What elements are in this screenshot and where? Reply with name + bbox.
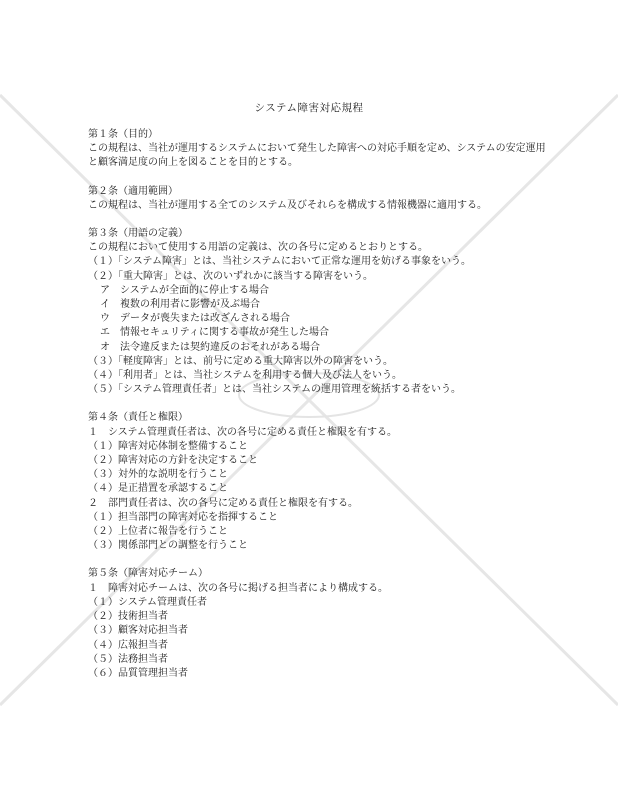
- list-item: （３）対外的な説明を行うこと: [88, 469, 228, 481]
- list-item: （４）広報担当者: [88, 639, 168, 651]
- definition-item: （３）「軽度障害」とは、前号に定める重大障害以外の障害をいう。: [88, 355, 393, 367]
- definition-subitem: オ 法令違反または契約違反のおそれがある場合: [100, 341, 320, 353]
- list-item: （２）技術担当者: [88, 611, 168, 623]
- definition-subitem: イ 複数の利用者に影響が及ぶ場合: [100, 299, 260, 311]
- definition-item: （５）「システム管理責任者」とは、当社システムの運用管理を統括する者をいう。: [88, 384, 461, 396]
- document-title: システム障害対応規程: [254, 102, 364, 114]
- article-2: [88, 185, 548, 213]
- definition-subitem: ア システムが全面的に停止する場合: [100, 284, 269, 296]
- article-text: この規程は、当社が運用する全てのシステム及びそれらを構成する情報機器に適用する。: [88, 199, 487, 211]
- article-heading: 第２条（適用範囲）: [88, 185, 178, 197]
- article-paragraph: １ システム管理責任者は、次の各号に定める責任と権限を有する。: [88, 426, 397, 438]
- article-text: この規程は、当社が運用するシステムにおいて発生した障害への対応手順を定め、システムの安定運用と顧客満足度の向上を図ることを目的とする。: [88, 143, 546, 169]
- article-5: [88, 567, 548, 681]
- definition-item: （４）「利用者」とは、当社システムを利用する個人及び法人をいう。: [88, 370, 402, 382]
- document-body: [88, 128, 548, 695]
- article-heading: 第４条（責任と権限）: [88, 412, 188, 424]
- article-paragraph: ２ 部門責任者は、次の各号に定める責任と権限を有する。: [88, 497, 358, 509]
- list-item: （３）顧客対応担当者: [88, 625, 188, 637]
- article-heading: 第３条（用語の定義）: [88, 228, 188, 240]
- definition-subitem: ウ データが喪失または改ざんされる場合: [100, 313, 290, 325]
- article-paragraph: １ 障害対応チームは、次の各号に掲げる担当者により構成する。: [88, 582, 388, 594]
- definition-item: （１）「システム障害」とは、当社システムにおいて正常な運用を妨げる事象をいう。: [88, 256, 471, 268]
- article-text: この規程において使用する用語の定義は、次の各号に定めるとおりとする。: [88, 242, 428, 254]
- article-heading: 第１条（目的）: [88, 129, 158, 140]
- article-1: [88, 128, 548, 171]
- definition-subitem: エ 情報セキュリティに関する事故が発生した場合: [100, 327, 329, 339]
- definition-item: （２）「重大障害」とは、次のいずれかに該当する障害をいう。: [88, 270, 373, 282]
- article-4: [88, 411, 548, 553]
- list-item: （１）障害対応体制を整備すること: [88, 440, 248, 452]
- list-item: （６）品質管理担当者: [88, 667, 188, 679]
- list-item: （４）是正措置を承認すること: [88, 483, 228, 495]
- list-item: （３）関係部門との調整を行うこと: [88, 540, 248, 552]
- list-item: （５）法務担当者: [88, 653, 168, 665]
- list-item: （１）システム管理責任者: [88, 596, 207, 608]
- list-item: （１）担当部門の障害対応を指揮すること: [88, 511, 278, 523]
- list-item: （２）上位者に報告を行うこと: [88, 526, 228, 538]
- article-heading: 第５条（障害対応チーム）: [88, 568, 208, 580]
- article-3: [88, 227, 548, 397]
- list-item: （２）障害対応の方針を決定すること: [88, 455, 258, 467]
